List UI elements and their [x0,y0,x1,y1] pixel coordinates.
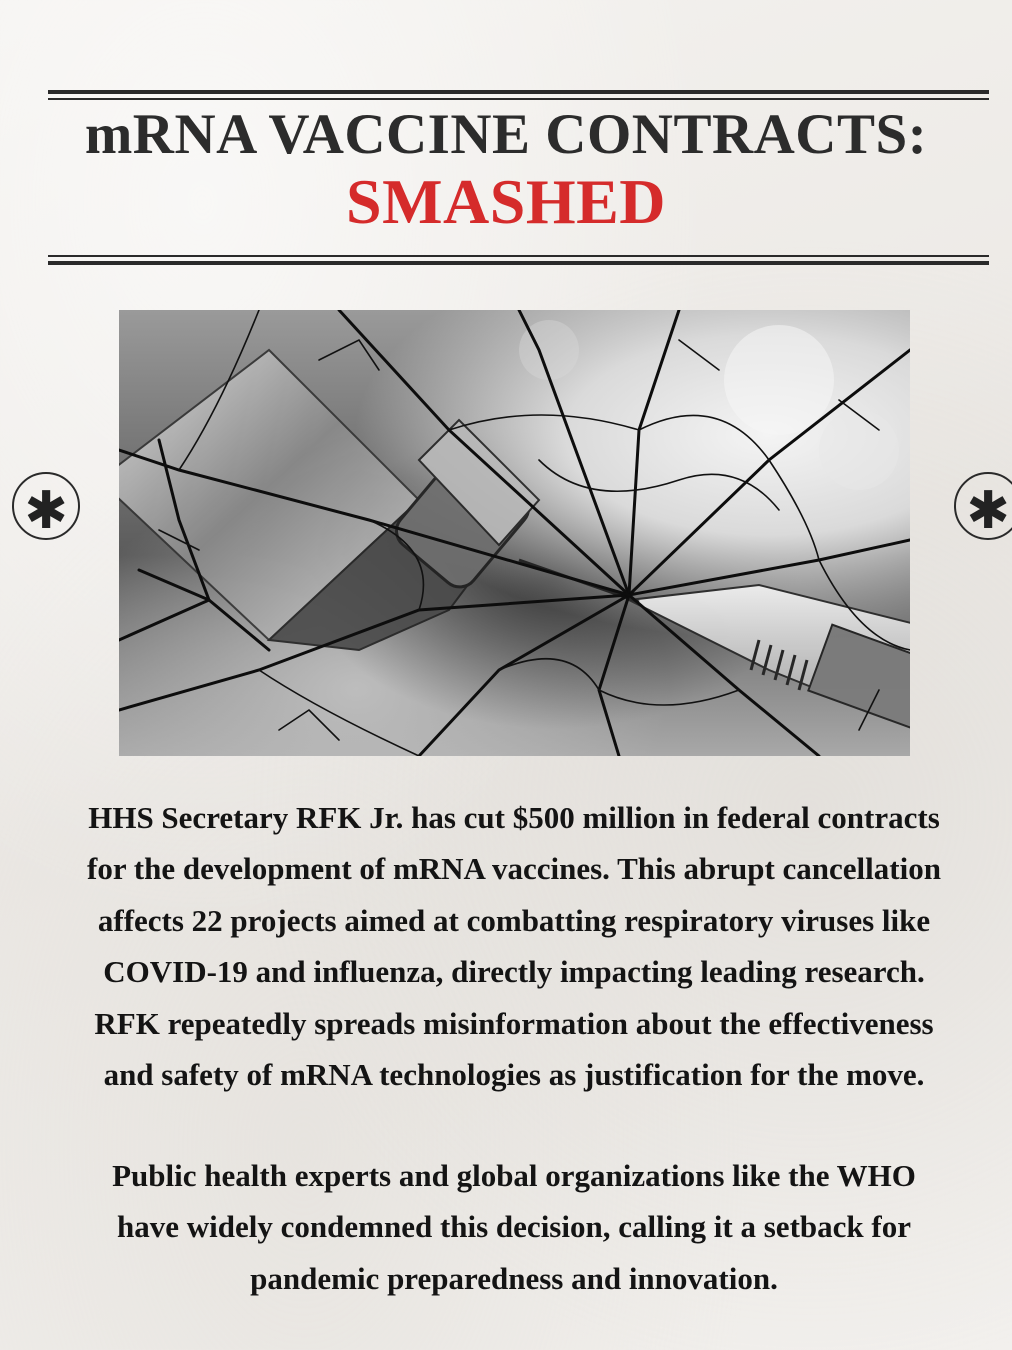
paragraph-1-line: COVID-19 and influenza, directly impacting leading research. [103,954,925,990]
syringe-shape [519,560,910,730]
paragraph-1-line: affects 22 projects aimed at combatting respiratory viruses like [97,902,931,938]
paragraph-1-line: RFK repeatedly spreads misinformation about the effectiveness [94,1005,934,1041]
paragraph-1-line: and safety of mRNA technologies as justification for the move. [103,1057,925,1093]
paragraph-2-line: pandemic preparedness and innovation. [250,1260,778,1296]
header-bottom-rule [48,255,989,266]
headline: mRNA VACCINE CONTRACTS: [84,103,928,166]
paragraph-2-line: Public health experts and global organizations like the WHO [112,1158,916,1193]
header-top-rule [48,90,989,101]
shattered-glass-illustration-icon [119,310,910,756]
article-paragraph-2 [14,1150,1012,1304]
asterisk-badge-icon-left: ✱ [12,472,80,540]
asterisk-badge-icon-right: ✱ [954,472,1012,540]
paragraph-2-line: have widely condemned this decision, calling it a setback for [117,1209,911,1245]
article-paragraph-1 [14,792,1012,1100]
subheadline: SMASHED [346,166,666,237]
paragraph-1-line: for the development of mRNA vaccines. This abrupt cancellation [87,851,941,887]
paragraph-1-line: HHS Secretary RFK Jr. has cut $500 million in federal contracts [88,800,940,835]
shattered-vaccine-photo [119,310,910,756]
